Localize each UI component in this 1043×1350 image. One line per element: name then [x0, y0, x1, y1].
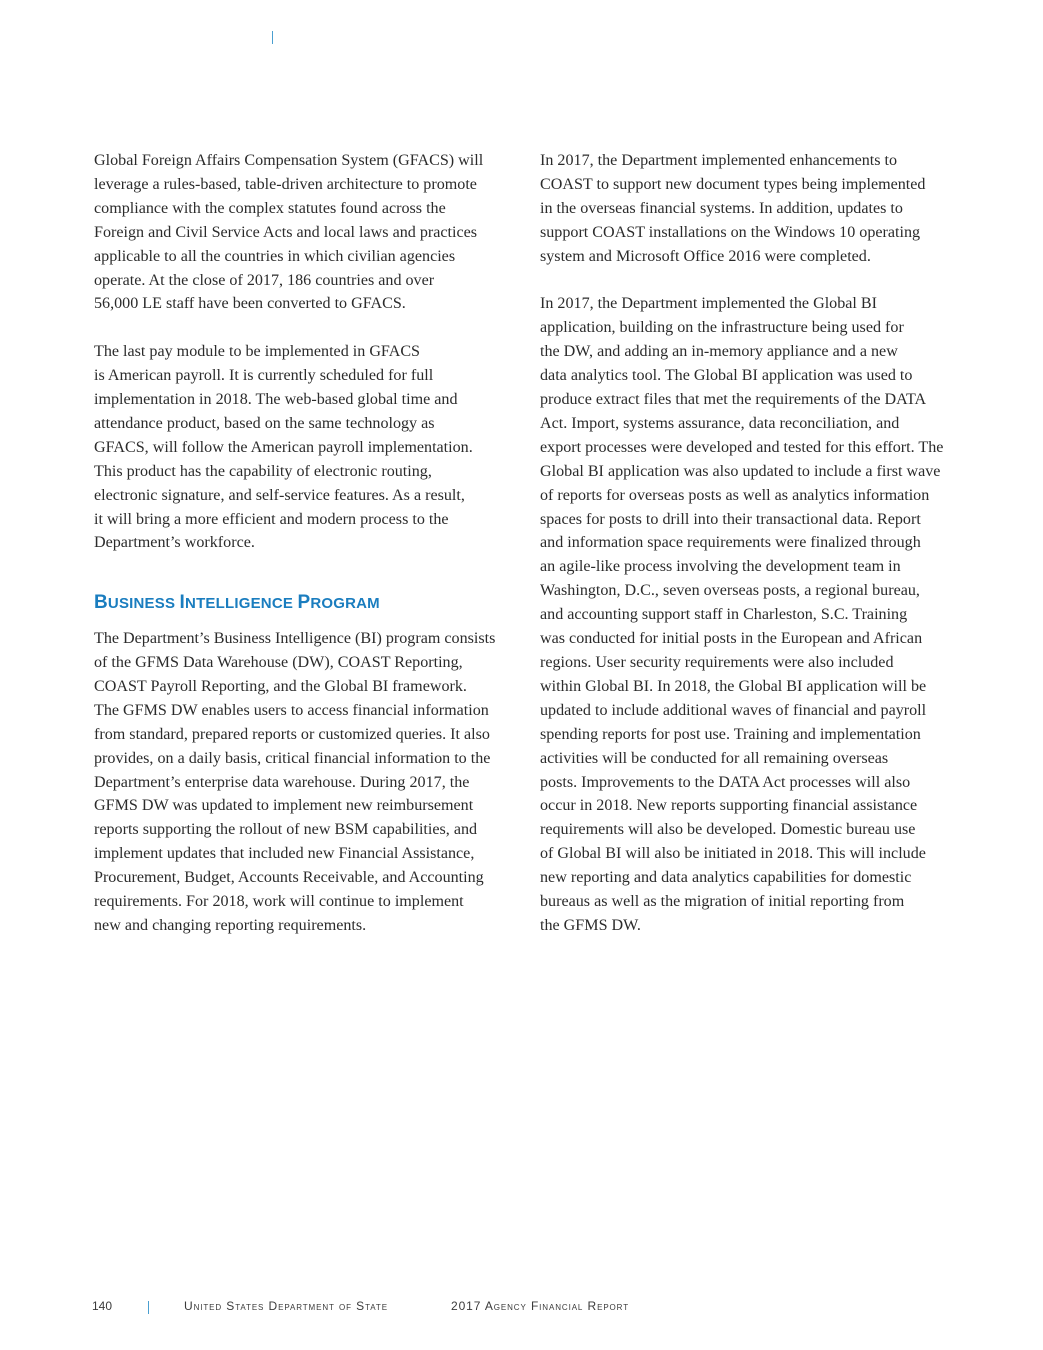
text-line: In 2017, the Department implemented the Global BI: [540, 295, 877, 313]
text-line: posts. Improvements to the DATA Act processes will also: [540, 773, 911, 791]
section-heading-business-intelligence: BUSINESS INTELLIGENCE PROGRAM: [94, 592, 380, 614]
left-column: [94, 149, 510, 938]
text-line: spending reports for post use. Training and implementation: [540, 725, 921, 743]
text-line: The Department’s Business Intelligence (BI) program consists: [94, 630, 496, 648]
text-line: Act. Import, systems assurance, data reconciliation, and: [540, 414, 900, 432]
paragraph-bi-program: [94, 627, 510, 938]
right-column: [540, 149, 956, 938]
text-line: in the overseas financial systems. In addition, updates to: [540, 199, 903, 217]
text-line: COAST Payroll Reporting, and the Global BI framework.: [94, 677, 467, 695]
text-line: of the GFMS Data Warehouse (DW), COAST Reporting,: [94, 653, 463, 671]
text-line: the GFMS DW.: [540, 916, 641, 934]
footer-organization: United States Department of State: [184, 1299, 388, 1313]
text-line: requirements. For 2018, work will continue to implement: [94, 893, 464, 911]
header-divider-rule: [272, 31, 273, 44]
text-line: within Global BI. In 2018, the Global BI application will be: [540, 677, 927, 695]
text-line: In 2017, the Department implemented enhancements to: [540, 152, 898, 169]
text-line: Foreign and Civil Service Acts and local laws and practices: [94, 223, 478, 241]
text-line: it will bring a more efficient and modern process to the: [94, 510, 449, 528]
text-line: GFACS, will follow the American payroll implementation.: [94, 438, 473, 456]
text-line: from standard, prepared reports or customized queries. It also: [94, 725, 490, 743]
text-line: data analytics tool. The Global BI application was used to: [540, 367, 913, 385]
text-line: system and Microsoft Office 2016 were completed.: [540, 247, 871, 265]
text-line: provides, on a daily basis, critical financial information to the: [94, 749, 491, 767]
text-line: Global Foreign Affairs Compensation System (GFACS) will: [94, 152, 484, 169]
text-line: bureaus as well as the migration of initial reporting from: [540, 893, 905, 911]
text-line: activities will be conducted for all remaining overseas: [540, 749, 889, 767]
text-line: This product has the capability of electronic routing,: [94, 462, 432, 480]
text-line: Department’s workforce.: [94, 534, 255, 552]
text-line: Global BI application was also updated to include a first wave: [540, 462, 941, 480]
text-line: of reports for overseas posts as well as analytics information: [540, 486, 930, 504]
text-line: support COAST installations on the Windows 10 operating: [540, 223, 921, 241]
text-line: operate. At the close of 2017, 186 countries and over: [94, 271, 435, 289]
page-number: 140: [92, 1299, 113, 1313]
paragraph-gfacs: [94, 149, 510, 316]
text-line: implement updates that included new Financial Assistance,: [94, 845, 475, 863]
text-line: The last pay module to be implemented in GFACS: [94, 343, 421, 361]
text-line: 56,000 LE staff have been converted to GFACS.: [94, 295, 406, 313]
text-line: updated to include additional waves of financial and payroll: [540, 701, 927, 719]
text-line: reports supporting the rollout of new BSM capabilities, and: [94, 821, 478, 839]
text-line: implementation in 2018. The web-based global time and: [94, 391, 458, 409]
text-line: of Global BI will also be initiated in 2018. This will include: [540, 845, 926, 863]
text-line: produce extract files that met the requirements of the DATA: [540, 391, 927, 409]
text-line: and information space requirements were finalized through: [540, 534, 921, 552]
text-line: COAST to support new document types being implemented: [540, 175, 926, 193]
footer-report-title: 2017 Agency Financial Report: [451, 1299, 629, 1313]
text-line: new and changing reporting requirements.: [94, 916, 367, 934]
text-line: occur in 2018. New reports supporting financial assistance: [540, 797, 918, 815]
text-line: attendance product, based on the same technology as: [94, 414, 435, 432]
text-line: is American payroll. It is currently scheduled for full: [94, 367, 434, 385]
text-line: an agile-like process involving the development team in: [540, 558, 901, 576]
text-line: electronic signature, and self-service features. As a result,: [94, 486, 465, 504]
text-line: compliance with the complex statutes found across the: [94, 199, 446, 217]
footer-divider-rule: [148, 1301, 149, 1314]
text-line: Department’s enterprise data warehouse. During 2017, the: [94, 773, 470, 791]
text-line: requirements will also be developed. Domestic bureau use: [540, 821, 916, 839]
paragraph-global-bi: [540, 292, 956, 937]
paragraph-american-payroll: [94, 340, 510, 555]
text-line: and accounting support staff in Charleston, S.C. Training: [540, 606, 908, 624]
text-line: spaces for posts to drill into their transactional data. Report: [540, 510, 921, 528]
text-line: export processes were developed and tested for this effort. The: [540, 438, 944, 456]
text-line: Procurement, Budget, Accounts Receivable, and Accounting: [94, 869, 484, 887]
text-line: the DW, and adding an in-memory appliance and a new: [540, 343, 898, 361]
text-line: was conducted for initial posts in the European and African: [540, 630, 923, 648]
text-line: application, building on the infrastructure being used for: [540, 319, 904, 337]
paragraph-coast-enhancements: [540, 149, 956, 269]
text-line: The GFMS DW enables users to access financial information: [94, 701, 489, 719]
text-line: new reporting and data analytics capabilities for domestic: [540, 869, 912, 887]
text-line: leverage a rules-based, table-driven architecture to promote: [94, 175, 477, 193]
text-line: Washington, D.C., seven overseas posts, a regional bureau,: [540, 582, 920, 600]
text-line: applicable to all the countries in which civilian agencies: [94, 247, 456, 265]
text-line: GFMS DW was updated to implement new reimbursement: [94, 797, 474, 815]
text-line: regions. User security requirements were also included: [540, 654, 894, 672]
